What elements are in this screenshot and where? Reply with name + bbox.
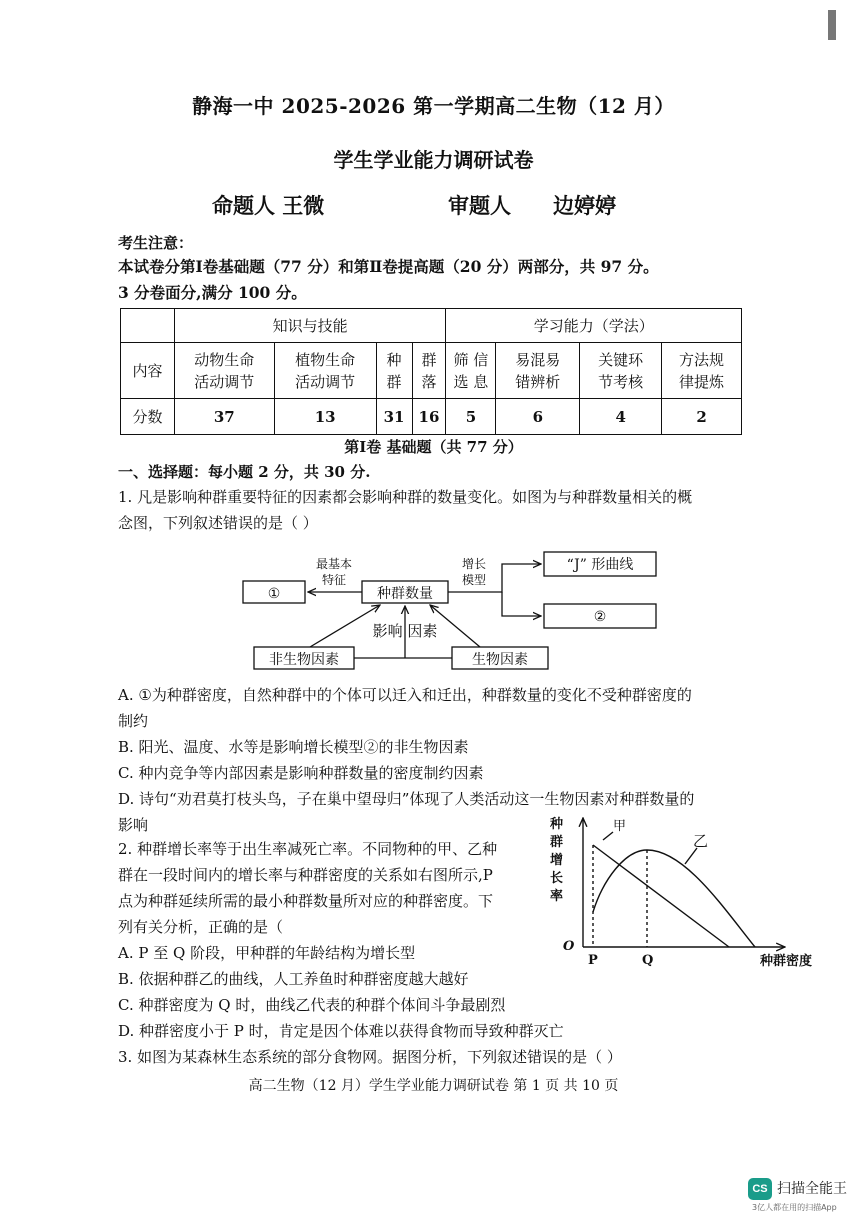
- q1-option-a-2: 制约: [118, 712, 149, 730]
- table-cell-score: 4: [580, 399, 662, 435]
- q1-option-a-1: A. ①为种群密度，自然种群中的个体可以迁入和迁出，种群数量的变化不受种群密度的: [118, 686, 692, 704]
- jia-label-leader: [603, 832, 613, 840]
- basic-feature-label-2: 特征: [321, 573, 347, 587]
- origin-label: O: [563, 939, 575, 954]
- table-cell-content: 植物生命 活动调节: [274, 343, 376, 399]
- arrow-biotic: [430, 605, 480, 647]
- basic-feature-label-1: 最基本: [315, 557, 353, 571]
- table-cell-content: 方法规 律提炼: [662, 343, 742, 399]
- reviewer-label: 审题人: [448, 193, 511, 218]
- j-curve-label: “J” 形曲线: [566, 557, 634, 573]
- q1-stem-2: 念图，下列叙述错误的是（ ）: [118, 514, 318, 532]
- camscanner-logo-icon: CS: [748, 1178, 772, 1200]
- x-axis-label: 种群密度: [760, 954, 813, 969]
- table-cell-content: 关键环 节考核: [580, 343, 662, 399]
- series-yi-label: 乙: [693, 832, 709, 850]
- section-title: 第Ⅰ卷 基础题（共 77 分）: [344, 438, 523, 456]
- table-cell-score: 37: [174, 399, 274, 435]
- arrow-abiotic: [310, 605, 380, 647]
- author-label: 命题人 王微: [212, 193, 325, 218]
- q1-option-b: B. 阳光、温度、水等是影响增长模型②的非生物因素: [118, 738, 469, 756]
- y-label-char-3: 增: [550, 853, 564, 868]
- table-cell-score: 13: [274, 399, 376, 435]
- arrow-model-2: [502, 592, 541, 616]
- yi-label-leader: [685, 848, 697, 864]
- scan-edge-mark: [828, 10, 836, 40]
- factors-label: 影响 因素: [372, 622, 438, 640]
- page-title: 静海一中 2025-2026 第一学期高二生物（12 月）: [192, 94, 675, 118]
- page-subtitle: 学生学业能力调研试卷: [333, 148, 534, 172]
- y-label-char-5: 率: [550, 889, 564, 904]
- abiotic-label: 非生物因素: [269, 652, 339, 668]
- reviewer-name: 边婷婷: [553, 193, 616, 218]
- growth-model-label-2: 模型: [461, 573, 487, 587]
- table-cell-content: 动物生命 活动调节: [174, 343, 274, 399]
- circle-2-label: ②: [593, 609, 607, 625]
- q2-option-b: B. 依据种群乙的曲线，人工养鱼时种群密度越大越好: [118, 970, 469, 988]
- y-label-char-2: 群: [550, 835, 564, 850]
- table-cell-score: 31: [376, 399, 412, 435]
- y-label-char-4: 长: [550, 871, 564, 886]
- camscanner-tagline: 3亿人都在用的扫描App: [752, 1203, 837, 1212]
- biotic-label: 生物因素: [472, 652, 528, 668]
- q2-stem-4: 列有关分析，正确的是（: [118, 918, 284, 936]
- table-cell-score: 2: [662, 399, 742, 435]
- q2-stem-2: 群在一段时间内的增长率与种群密度的关系如右图所示,P: [118, 866, 493, 884]
- row-label-content: 内容: [121, 343, 175, 399]
- group-header-knowledge: 知识与技能: [174, 309, 446, 343]
- notice-line-2: 3 分卷面分,满分 100 分。: [118, 283, 307, 302]
- camscanner-name: 扫描全能王: [777, 1181, 847, 1197]
- table-corner-cell: [121, 309, 175, 343]
- q2-stem-1: 2. 种群增长率等于出生率减死亡率。不同物种的甲、乙种: [118, 840, 498, 858]
- x-marker-p: P: [588, 953, 598, 968]
- population-size-label: 种群数量: [377, 586, 433, 602]
- score-table: [120, 308, 742, 435]
- notice-heading: 考生注意：: [118, 234, 194, 252]
- table-cell-content: 群 落: [412, 343, 446, 399]
- q1-option-d-1: D. 诗句“劝君莫打枝头鸟，子在巢中望母归”体现了人类活动这一生物因素对种群数量的: [118, 790, 695, 808]
- x-marker-q: Q: [642, 953, 654, 968]
- series-jia-line: [593, 845, 729, 947]
- q2-option-d: D. 种群密度小于 P 时，肯定是因个体难以获得食物而导致种群灭亡: [118, 1022, 564, 1040]
- q1-option-c: C. 种内竞争等内部因素是影响种群数量的密度制约因素: [118, 764, 484, 782]
- notice-line-1: 本试卷分第Ⅰ卷基础题（77 分）和第Ⅱ卷提高题（20 分）两部分，共 97 分。: [118, 257, 659, 276]
- concept-diagram: [240, 548, 634, 676]
- part-heading: 一、选择题：每小题 2 分，共 30 分.: [118, 463, 371, 481]
- q1-option-d-2: 影响: [118, 816, 149, 834]
- table-cell-content: 筛 信 选 息: [446, 343, 496, 399]
- row-label-score: 分数: [121, 399, 175, 435]
- growth-rate-chart: [545, 810, 835, 970]
- q3-stem-1: 3. 如图为某森林生态系统的部分食物网。据图分析，下列叙述错误的是（ ）: [118, 1048, 622, 1066]
- q2-option-c: C. 种群密度为 Q 时，曲线乙代表的种群个体间斗争最剧烈: [118, 996, 506, 1014]
- growth-model-label-1: 增长: [461, 557, 487, 571]
- page-footer: 高二生物（12 月）学生学业能力调研试卷 第 1 页 共 10 页: [248, 1078, 619, 1094]
- q2-stem-3: 点为种群延续所需的最小种群数量所对应的种群密度。下: [118, 892, 494, 910]
- series-jia-label: 甲: [613, 819, 627, 834]
- series-yi-line: [593, 850, 755, 947]
- y-label-char-1: 种: [550, 817, 564, 832]
- table-cell-content: 易混易 错辨析: [496, 343, 580, 399]
- circle-1-label: ①: [267, 586, 281, 602]
- q2-option-a: A. P 至 Q 阶段，甲种群的年龄结构为增长型: [118, 944, 416, 962]
- table-cell-score: 5: [446, 399, 496, 435]
- q1-stem-1: 1. 凡是影响种群重要特征的因素都会影响种群的数量变化。如图为与种群数量相关的概: [118, 488, 693, 506]
- table-cell-score: 16: [412, 399, 446, 435]
- table-cell-content: 种 群: [376, 343, 412, 399]
- group-header-ability: 学习能力（学法）: [446, 309, 742, 343]
- table-cell-score: 6: [496, 399, 580, 435]
